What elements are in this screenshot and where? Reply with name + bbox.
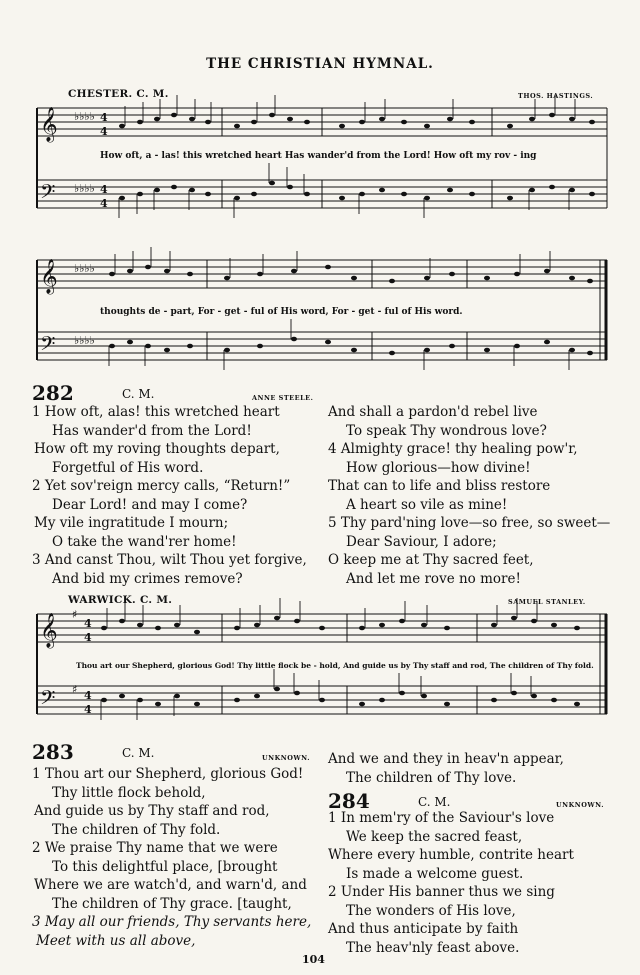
verse-line: 4 Almighty grace! thy healing pow'r, (328, 441, 578, 457)
svg-text:4: 4 (100, 111, 108, 124)
verse-line: 1 In mem'ry of the Saviour's love (328, 810, 555, 826)
verse-line: We keep the sacred feast, (346, 828, 523, 845)
svg-text:♯: ♯ (72, 608, 78, 621)
verse-line: 3 And canst Thou, wilt Thou yet forgive, (32, 552, 307, 568)
music-system-chester-2 (32, 250, 612, 385)
verse-line: And thus anticipate by faith (328, 921, 519, 937)
verse-line: My vile ingratitude I mourn; (34, 515, 229, 531)
svg-text:4: 4 (100, 197, 108, 210)
tune-name-warwick: WARWICK. C. M. (68, 594, 173, 606)
lyric-line-warwick: Thou art our Shepherd, glorious God! Thy little flock be - hold, And guide us by Thy staff and rod, The children of Thy fold. (76, 661, 594, 670)
verse-line: Where we are watch'd, and warn'd, and (34, 877, 307, 893)
composer-chester: THOS. HASTINGS. (518, 92, 594, 100)
hymn-284-column (328, 809, 574, 957)
hymn-author-283: UNKNOWN. (262, 754, 310, 762)
verse-line: The children of Thy love. (346, 769, 517, 786)
hymn-282-right-column (328, 403, 610, 588)
verse-line: 1 How oft, alas! this wretched heart (32, 404, 280, 420)
lyric-line-chester-1: How oft, a - las! this wretched heart Has wander'd from the Lord! How oft my rov - ing (100, 151, 537, 161)
verse-line: Meet with us all above, (36, 932, 196, 949)
hymn-meter-283: C. M. (122, 746, 155, 760)
svg-text:♭♭♭♭: ♭♭♭♭ (74, 262, 95, 275)
svg-text:♭♭♭♭: ♭♭♭♭ (74, 182, 95, 195)
composer-warwick: SAMUEL STANLEY. (508, 598, 586, 606)
verse-line: And guide us by Thy staff and rod, (34, 803, 270, 819)
svg-text:♭♭♭♭: ♭♭♭♭ (74, 334, 95, 347)
verse-line: The heav'nly feast above. (346, 939, 520, 956)
music-system-chester-1 (32, 98, 612, 233)
hymn-number-284: 284 (328, 789, 370, 813)
svg-text:𝄢: 𝄢 (40, 332, 56, 360)
hymn-283-continuation (328, 750, 564, 787)
verse-line: The wonders of His love, (346, 902, 516, 919)
lyric-line-chester-2: thoughts de - part, For - get - ful of His word, For - get - ful of His word. (100, 307, 463, 317)
verse-line: Forgetful of His word. (52, 459, 204, 476)
page-title: THE CHRISTIAN HYMNAL. (206, 56, 434, 72)
svg-text:𝄞: 𝄞 (40, 107, 58, 142)
verse-line: 3 May all our friends, Thy servants here, (32, 914, 312, 930)
verse-line: To this delightful place, [brought (52, 858, 278, 875)
verse-line: To speak Thy wondrous love? (346, 422, 547, 439)
verse-line: Dear Lord! and may I come? (52, 496, 248, 513)
verse-line: How oft my roving thoughts depart, (34, 441, 280, 457)
verse-line: That can to life and bliss restore (328, 478, 551, 494)
svg-text:𝄢: 𝄢 (40, 180, 56, 208)
verse-line: The children of Thy fold. (52, 821, 221, 838)
svg-text:𝄞: 𝄞 (40, 613, 58, 648)
verse-line: A heart so vile as mine! (346, 496, 508, 513)
svg-text:4: 4 (100, 125, 108, 138)
svg-text:4: 4 (100, 183, 108, 196)
hymn-meter-284: C. M. (418, 795, 451, 809)
verse-line: Has wander'd from the Lord! (52, 422, 252, 439)
svg-text:♭♭♭♭: ♭♭♭♭ (74, 110, 95, 123)
svg-text:4: 4 (84, 703, 92, 716)
verse-line: Where every humble, contrite heart (328, 847, 574, 863)
svg-text:𝄞: 𝄞 (40, 259, 58, 294)
verse-line: 2 We praise Thy name that we were (32, 840, 278, 856)
verse-line: Is made a welcome guest. (346, 865, 524, 882)
svg-text:4: 4 (84, 631, 92, 644)
hymn-author-284: UNKNOWN. (556, 801, 604, 809)
hymn-author-282: ANNE STEELE. (252, 394, 314, 402)
verse-line: 2 Under His banner thus we sing (328, 884, 555, 900)
svg-text:4: 4 (84, 689, 92, 702)
hymn-number-283: 283 (32, 740, 74, 764)
hymn-meter-282: C. M. (122, 387, 155, 401)
verse-line: 1 Thou art our Shepherd, glorious God! (32, 766, 304, 782)
verse-line: O keep me at Thy sacred feet, (328, 552, 534, 568)
verse-line: The children of Thy grace. [taught, (52, 895, 292, 912)
verse-line: 5 Thy pard'ning love—so free, so sweet— (328, 515, 611, 531)
verse-line: 2 Yet sov'reign mercy calls, “Return!” (32, 478, 291, 494)
verse-line: And shall a pardon'd rebel live (328, 404, 538, 420)
verse-line: Thy little flock behold, (52, 784, 206, 801)
hymn-283-column (32, 765, 311, 950)
verse-line: How glorious—how divine! (346, 459, 531, 476)
verse-line: Dear Saviour, I adore; (346, 533, 497, 550)
svg-text:𝄢: 𝄢 (40, 686, 56, 714)
verse-line: O take the wand'rer home! (52, 533, 237, 550)
hymn-282-left-column (32, 403, 307, 588)
tune-name-chester: CHESTER. C. M. (68, 88, 169, 100)
music-system-warwick (32, 604, 612, 739)
verse-line: And we and they in heav'n appear, (328, 751, 564, 767)
verse-line: And let me rove no more! (346, 570, 521, 587)
hymn-number-282: 282 (32, 381, 74, 405)
page-number: 104 (302, 953, 325, 966)
verse-line: And bid my crimes remove? (52, 570, 243, 587)
svg-text:♯: ♯ (72, 683, 78, 696)
svg-text:4: 4 (84, 617, 92, 630)
